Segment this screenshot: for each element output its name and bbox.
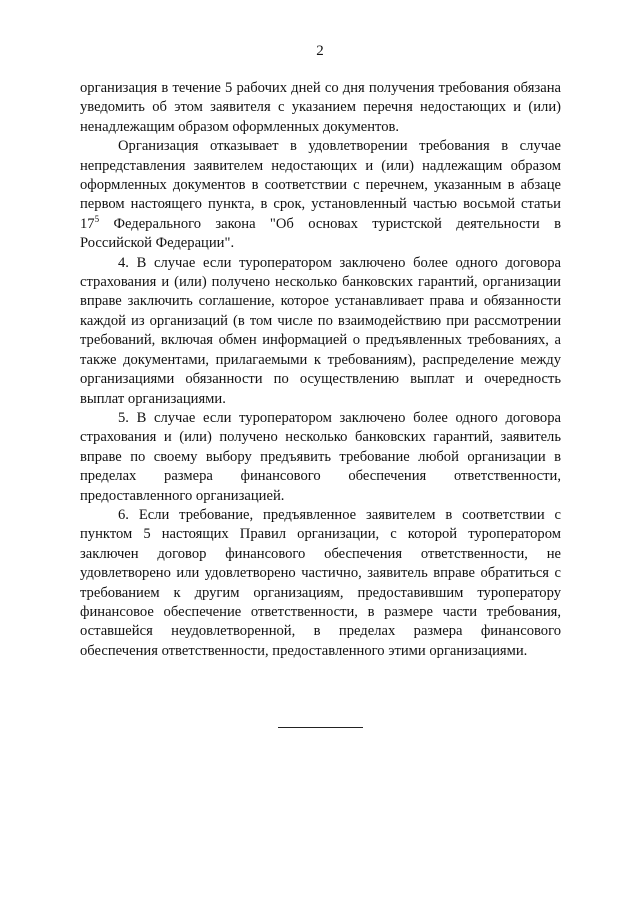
paragraph-refusal-text-end: Федерального закона "Об основах туристской деятельности в Российской Федерации". xyxy=(80,215,561,252)
paragraph-continuation: организация в течение 5 рабочих дней со дня получения требования обязана уведомить об этом заявителя с указанием перечня недостающих и (или) ненадлежащим образом оформленных документов. xyxy=(80,80,561,135)
paragraph-refusal-text: Организация отказывает в удовлетворении требования в случае непредставления заявителем недостающих и (или) надлежащим образом оформленных документов в соответствии с перечнем, указанным в абзаце первом настоящего пункта, в срок, установленный частью восьмой статьи 17 xyxy=(80,138,561,232)
paragraph-item-4: 4. В случае если туроператором заключено более одного договора страхования и (или) получено несколько банковских гарантий, организации вправе заключить соглашение, которое устанавливает права и обязанности каждой из организаций (в том числе по взаимодействию при рассмотрении требований, включая обмен информацией о предъявленных требованиях, а также документами, прилагаемыми к требованиям), распределение между организациями обязанности по осуществлению выплат и очередность выплат организациями. xyxy=(80,254,561,407)
paragraph-item-5: 5. В случае если туроператором заключено более одного договора страхования и (или) получено несколько банковских гарантий, заявитель вправе по своему выбору предъявить требование любой организации в пределах размера финансового обеспечения ответственности, предоставленного организацией. xyxy=(80,409,561,504)
paragraph-item-6: 6. Если требование, предъявленное заявителем в соответствии с пунктом 5 настоящих Правил организации, с которой туроператором заключен договор финансового обеспечения ответственности, не удовлетворено или удовлетворено частично, заявитель вправе обратиться с требованием к другим организациям, предоставившим туроператору финансовое обеспечение ответственности, в размере части требования, оставшейся неудовлетворенной, в пределах размера финансового обеспечения ответственности, предоставленного этими организациями. xyxy=(80,506,561,659)
end-divider xyxy=(278,727,363,728)
page-number: 2 xyxy=(316,43,324,59)
paragraph-refusal xyxy=(80,137,561,253)
footnote-superscript: 5 xyxy=(94,213,100,224)
document-body xyxy=(80,79,561,661)
